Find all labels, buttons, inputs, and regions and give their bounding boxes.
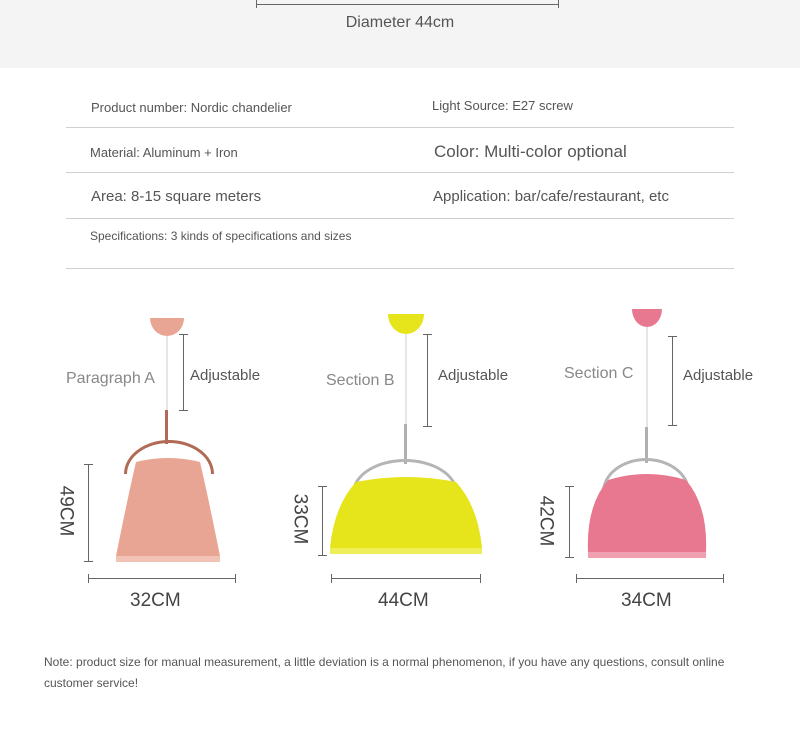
lamp-a-adjustable-label: Adjustable [190,367,261,384]
lamp-c-height-line [569,486,570,558]
lamp-a-width-line [88,578,236,579]
lamp-c-canopy [632,309,662,327]
lamp-c-adjustable-line [672,336,673,426]
lamp-c-height-label: 42CM [535,495,557,547]
lamp-a-rod [165,410,168,444]
lamp-a-cord [166,336,168,414]
spec-row-1 [66,88,734,128]
lamp-a-height-label: 49CM [55,485,77,537]
spec-product-number: Product number: Nordic chandelier [91,100,292,115]
lamp-b-width-label: 44CM [378,590,429,611]
lamp-b-adjustable-line [427,334,428,427]
lamp-a-width-label: 32CM [130,590,181,611]
measurement-note: Note: product size for manual measurement, a little deviation is a normal phenomenon, if you have any questions, consult online customer service! [44,655,725,690]
spec-row-2 [66,128,734,173]
lamp-b-rod [404,424,407,464]
spec-material: Material: Aluminum + Iron [90,145,238,160]
lamp-b-cord [405,334,407,426]
top-banner [0,0,800,68]
lamp-b-adjustable-label: Adjustable [438,367,509,384]
lamp-b-height-label: 33CM [289,493,311,545]
spec-row-3 [66,173,734,219]
spec-row-4 [66,219,734,269]
lamp-a-name: Paragraph A [66,370,155,387]
spec-application: Application: bar/cafe/restaurant, etc [433,188,669,205]
lamp-c-width-label: 34CM [621,590,672,611]
spec-color: Color: Multi-color optional [434,142,627,161]
lamp-c-shade [584,472,710,564]
lamp-c-cord [646,327,648,429]
lamp-b-width-line [331,578,481,579]
lamp-a-height-line [88,464,89,562]
spec-specifications: Specifications: 3 kinds of specifications and sizes [90,229,352,243]
spec-light-source: Light Source: E27 screw [432,98,573,113]
lamp-c-width-line [576,578,724,579]
diameter-dimension-line [256,4,559,5]
lamp-a-shade [108,456,228,566]
lamp-b-canopy [388,314,424,334]
lamp-b-height-line [322,486,323,556]
diameter-label: Diameter 44cm [345,14,455,31]
lamp-b-name: Section B [326,372,395,389]
spec-area: Area: 8-15 square meters [91,188,262,205]
lamp-c-adjustable-label: Adjustable [683,367,754,384]
lamp-c-name: Section C [564,365,634,382]
lamp-b-shade [326,476,486,560]
lamp-a-adjustable-line [183,334,184,411]
